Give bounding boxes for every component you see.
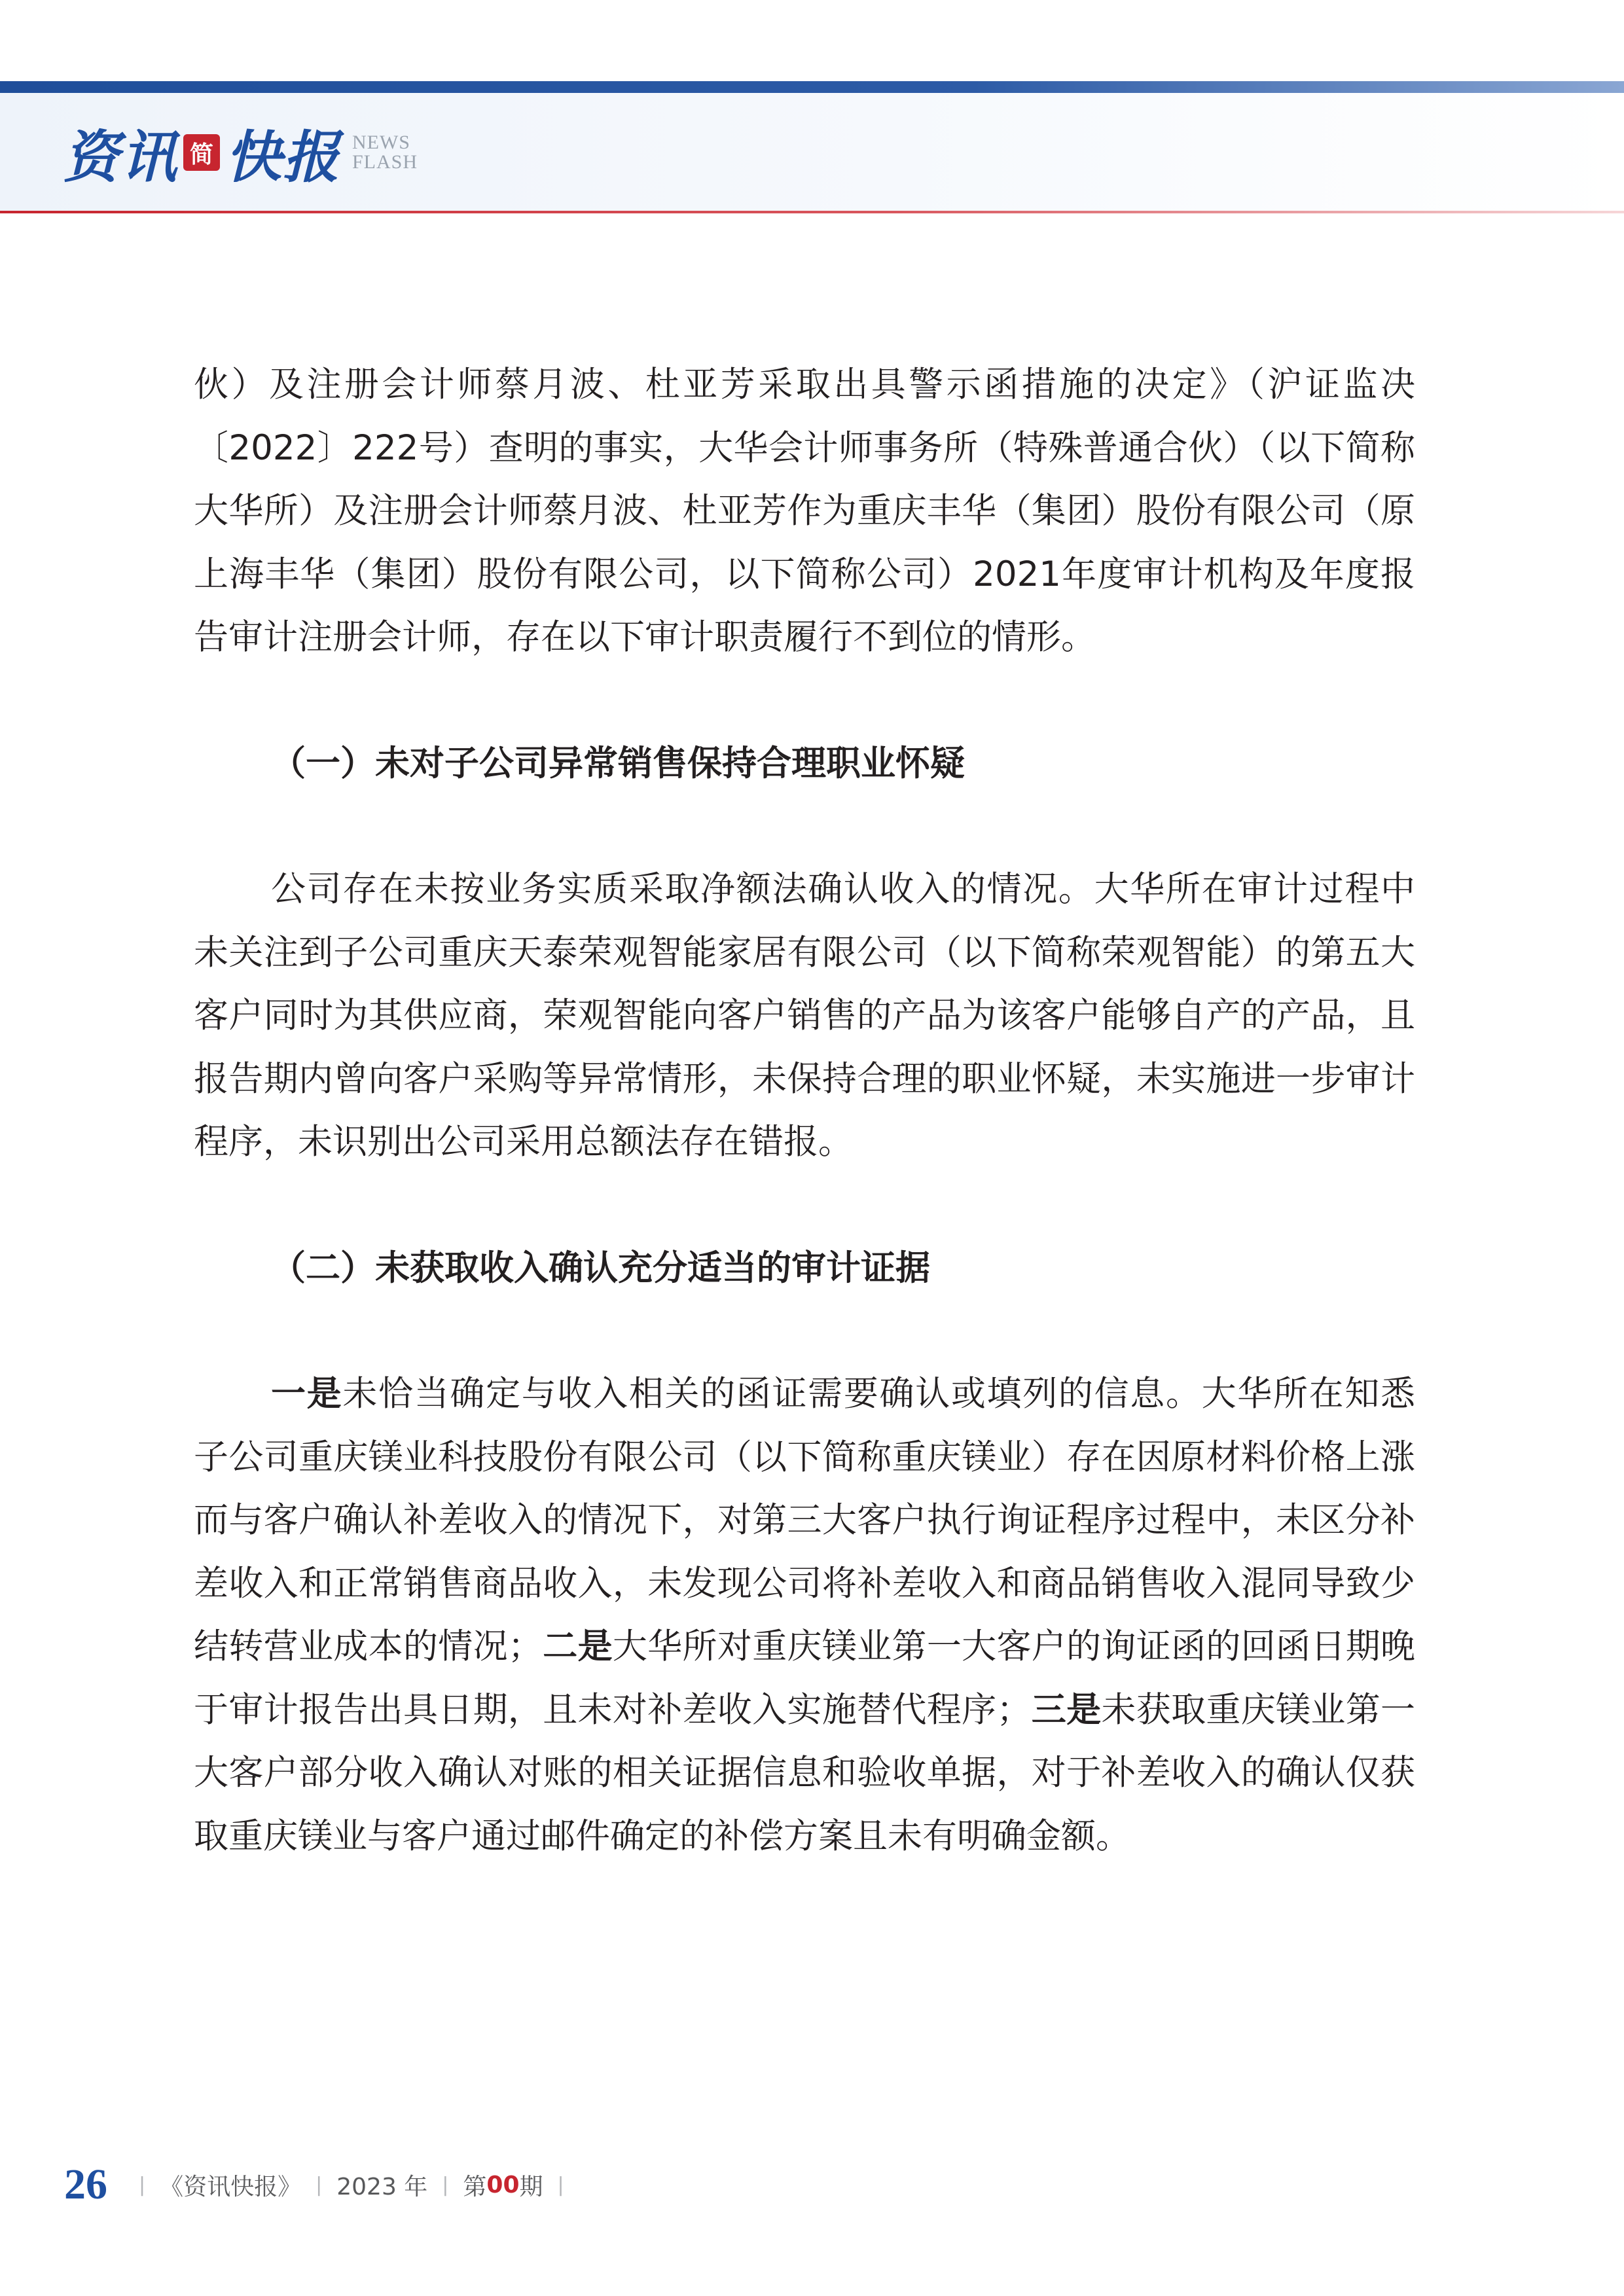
issue-number: 00 xyxy=(486,2171,520,2198)
point-text-2: 大华所对重庆镁业第一大客户的询证函的回函日期晚于审计报告出具日期，且未对补差收入实施替代程序； xyxy=(194,1626,1416,1730)
publication-year: 2023 年 xyxy=(336,2173,428,2200)
brand-english-line2: FLASH xyxy=(352,151,418,173)
point-text-3: 未获取重庆镁业第一大客户部分收入确认对账的相关证据信息和验收单据，对于补差收入的确认仅获取重庆镁业与客户通过邮件确定的补偿方案且未有明确金额。 xyxy=(194,1689,1416,1856)
section-heading-1: （一）未对子公司异常销售保持合理职业怀疑 xyxy=(271,743,965,783)
paragraph-section-1: 公司存在未按业务实质采取净额法确认收入的情况。大华所在审计过程中未关注到子公司重庆天泰荣观智能家居有限公司（以下简称荣观智能）的第五大客户同时为其供应商，荣观智能向客户销售的产品为该客户能够自产的产品，且报告期内曾向客户采购等异常情形，未保持合理的职业怀疑，未实施进一步审计程序，未识别出公司采用总额法存在错报。 xyxy=(194,869,1415,1162)
paragraph-intro: 伙）及注册会计师蔡月波、杜亚芳采取出具警示函措施的决定》（沪证监决〔2022〕222号）查明的事实，大华会计师事务所（特殊普通合伙）（以下简称大华所）及注册会计师蔡月波、杜亚芳作为重庆丰华（集团）股份有限公司（原上海丰华（集团）股份有限公司，以下简称公司）2021年度审计机构及年度报告审计注册会计师，存在以下审计职责履行不到位的情形。 xyxy=(194,365,1415,657)
point-text-1: 未恰当确定与收入相关的函证需要确认或填列的信息。大华所在知悉子公司重庆镁业科技股份有限公司（以下简称重庆镁业）存在因原材料价格上涨而与客户确认补差收入的情况下，对第三大客户执行询证程序过程中，未区分补差收入和正常销售商品收入，未发现公司将补差收入和商品销售收入混同导致少结转营业成本的情况； xyxy=(194,1374,1416,1666)
issue-suffix: 期 xyxy=(519,2173,543,2200)
brand-english xyxy=(352,133,418,172)
page-number: 26 xyxy=(64,2161,107,2208)
point-label-3: 三是 xyxy=(1031,1689,1102,1730)
seal-icon: 简 xyxy=(183,134,220,171)
brand-word-right: 快报 xyxy=(225,124,340,190)
brand-english-line1: NEWS xyxy=(352,132,410,153)
page-footer: 26 | 《资讯快报》 | 2023 年 | 第 00 期 | xyxy=(64,2161,564,2208)
publication-name: 《资讯快报》 xyxy=(160,2173,302,2200)
point-label-2: 二是 xyxy=(542,1626,613,1666)
issue-prefix: 第 xyxy=(463,2173,487,2200)
header-divider xyxy=(0,211,1624,213)
paragraph-section-2 xyxy=(194,1363,1415,1868)
brand-word-left: 资讯 xyxy=(63,124,178,190)
brand-logo xyxy=(63,117,418,188)
header-top-bar xyxy=(0,81,1624,93)
section-heading-2: （二）未获取收入确认充分适当的审计证据 xyxy=(271,1247,930,1288)
point-label-1: 一是 xyxy=(271,1374,343,1414)
article-body xyxy=(194,353,1415,1868)
